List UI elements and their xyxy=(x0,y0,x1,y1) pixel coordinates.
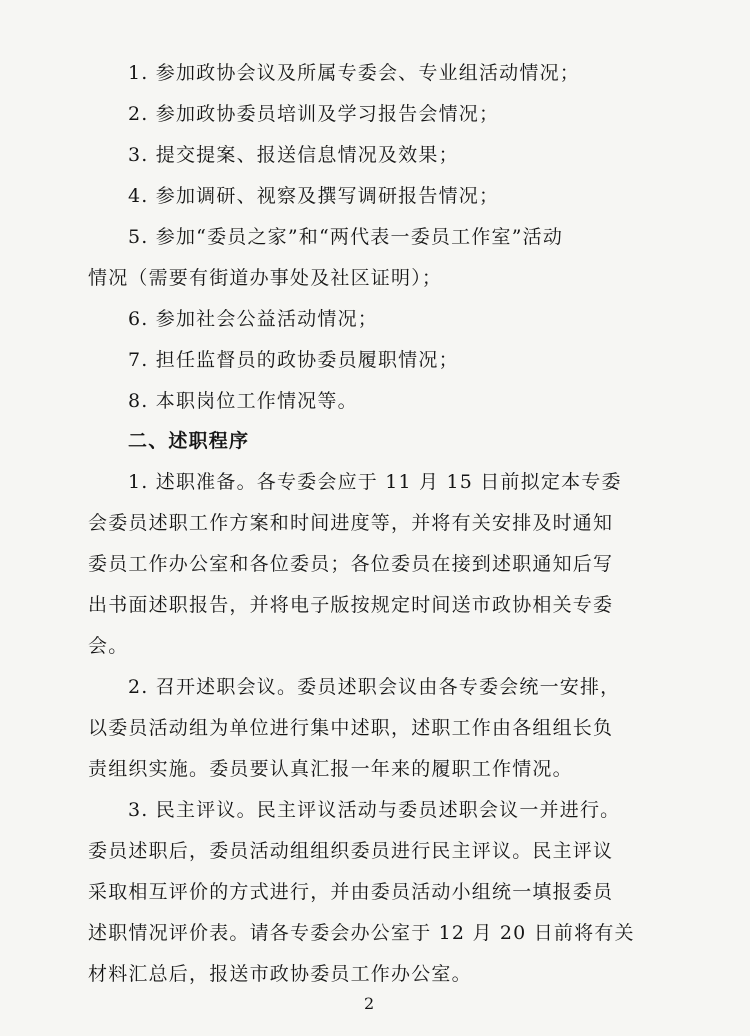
paragraph-1-line-3: 委员工作办公室和各位委员；各位委员在接到述职通知后写 xyxy=(88,553,614,575)
paragraph-1-line-5: 会。 xyxy=(88,635,129,657)
section-heading: 二、述职程序 xyxy=(128,430,250,452)
paragraph-3-line-4: 述职情况评价表。请各专委会办公室于 12 月 20 日前将有关 xyxy=(88,922,635,944)
list-item-5-continuation: 情况（需要有街道办事处及社区证明）； xyxy=(88,267,443,289)
list-item-7: 7. 担任监督员的政协委员履职情况； xyxy=(128,349,459,371)
list-item-8: 8. 本职岗位工作情况等。 xyxy=(128,390,358,412)
paragraph-3-line-5: 材料汇总后，报送市政协委员工作办公室。 xyxy=(88,963,472,985)
paragraph-2-line-2: 以委员活动组为单位进行集中述职，述职工作由各组组长负 xyxy=(88,717,614,739)
paragraph-2-line-3: 责组织实施。委员要认真汇报一年来的履职工作情况。 xyxy=(88,758,573,780)
paragraph-2-line-1: 2. 召开述职会议。委员述职会议由各专委会统一安排， xyxy=(128,676,621,698)
list-item-3: 3. 提交提案、报送信息情况及效果； xyxy=(128,144,459,166)
paragraph-3-line-3: 采取相互评价的方式进行，并由委员活动小组统一填报委员 xyxy=(88,881,614,903)
list-item-1: 1. 参加政协会议及所属专委会、专业组活动情况； xyxy=(128,62,580,84)
list-item-2: 2. 参加政协委员培训及学习报告会情况； xyxy=(128,103,500,125)
paragraph-1-line-2: 会委员述职工作方案和时间进度等，并将有关安排及时通知 xyxy=(88,512,614,534)
list-item-5: 5. 参加“委员之家”和“两代表一委员工作室”活动 xyxy=(128,226,564,248)
paragraph-3-line-2: 委员述职后，委员活动组组织委员进行民主评议。民主评议 xyxy=(88,840,614,862)
list-item-4: 4. 参加调研、视察及撰写调研报告情况； xyxy=(128,185,500,207)
paragraph-1-line-4: 出书面述职报告，并将电子版按规定时间送市政协相关专委 xyxy=(88,594,614,616)
paragraph-3-line-1: 3. 民主评议。民主评议活动与委员述职会议一并进行。 xyxy=(128,799,621,821)
list-item-6: 6. 参加社会公益活动情况； xyxy=(128,308,378,330)
page-number: 2 xyxy=(364,994,375,1013)
paragraph-1-line-1: 1. 述职准备。各专委会应于 11 月 15 日前拟定本专委 xyxy=(128,471,622,493)
